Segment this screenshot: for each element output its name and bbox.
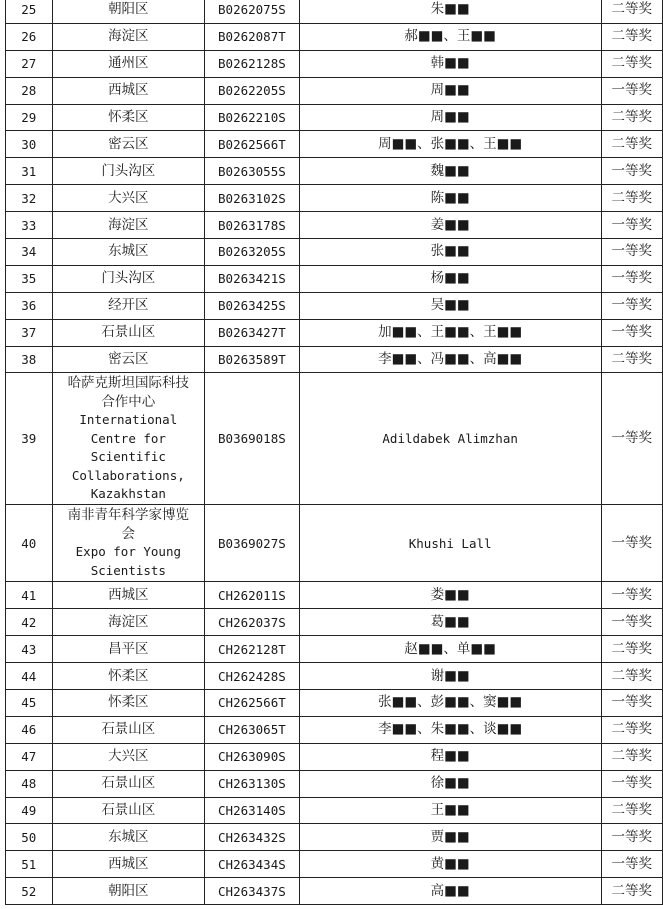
table-row	[6, 50, 663, 77]
table-row	[6, 505, 663, 582]
award-cell: 一等奖	[601, 77, 662, 104]
award-cell: 一等奖	[601, 292, 662, 319]
student-names-cell: 魏■■	[299, 158, 601, 185]
table-row	[6, 23, 663, 50]
table-row	[6, 77, 663, 104]
award-cell: 二等奖	[601, 797, 662, 824]
student-names-cell: 张■■、彭■■、窦■■	[299, 690, 601, 717]
district-line: International	[79, 412, 178, 428]
table-row	[6, 346, 663, 373]
row-number-cell: 26	[6, 23, 53, 50]
student-names-cell: 张■■	[299, 239, 601, 266]
award-cell: 二等奖	[601, 50, 662, 77]
district-cell: 东城区	[52, 824, 204, 851]
district-cell: 经开区	[52, 292, 204, 319]
project-code-cell: B0263421S	[205, 265, 300, 292]
district-cell: 西城区	[52, 582, 204, 609]
award-cell: 二等奖	[601, 743, 662, 770]
row-number-cell: 50	[6, 824, 53, 851]
district-cell: 密云区	[52, 131, 204, 158]
row-number-cell: 34	[6, 239, 53, 266]
project-code-cell: B0262075S	[205, 0, 300, 23]
results-table	[5, 0, 663, 905]
project-code-cell: CH263434S	[205, 851, 300, 878]
project-code-cell: CH263432S	[205, 824, 300, 851]
district-cell: 海淀区	[52, 212, 204, 239]
district-cell	[52, 505, 204, 582]
project-code-cell: CH262428S	[205, 663, 300, 690]
district-cell: 大兴区	[52, 743, 204, 770]
district-line: Kazakhstan	[90, 486, 166, 502]
district-cell: 怀柔区	[52, 663, 204, 690]
project-code-cell: B0262087T	[205, 23, 300, 50]
project-code-cell: B0263178S	[205, 212, 300, 239]
district-cell: 石景山区	[52, 797, 204, 824]
row-number-cell: 45	[6, 690, 53, 717]
project-code-cell: CH263437S	[205, 878, 300, 905]
student-names-cell: 韩■■	[299, 50, 601, 77]
district-cell: 石景山区	[52, 770, 204, 797]
row-number-cell: 37	[6, 319, 53, 346]
student-names-cell: 周■■、张■■、王■■	[299, 131, 601, 158]
project-code-cell: B0263055S	[205, 158, 300, 185]
award-cell: 二等奖	[601, 663, 662, 690]
award-cell: 一等奖	[601, 319, 662, 346]
student-names-cell: 姜■■	[299, 212, 601, 239]
award-cell: 二等奖	[601, 23, 662, 50]
row-number-cell: 42	[6, 609, 53, 636]
district-line: 会	[121, 525, 136, 542]
row-number-cell: 29	[6, 104, 53, 131]
district-cell: 怀柔区	[52, 104, 204, 131]
district-line: Scientists	[90, 562, 166, 578]
table-row	[6, 851, 663, 878]
table-row	[6, 636, 663, 663]
award-cell: 一等奖	[601, 158, 662, 185]
project-code-cell: B0263589T	[205, 346, 300, 373]
project-code-cell: CH263065T	[205, 716, 300, 743]
results-table-container	[5, 0, 663, 905]
district-line: Centre for	[90, 430, 166, 446]
district-cell: 门头沟区	[52, 158, 204, 185]
student-names-cell: 黄■■	[299, 851, 601, 878]
district-cell	[52, 373, 204, 505]
project-code-cell: CH262566T	[205, 690, 300, 717]
award-cell: 一等奖	[601, 239, 662, 266]
row-number-cell: 43	[6, 636, 53, 663]
row-number-cell: 25	[6, 0, 53, 23]
project-code-cell: CH262011S	[205, 582, 300, 609]
student-names-cell: 赵■■、单■■	[299, 636, 601, 663]
row-number-cell: 30	[6, 131, 53, 158]
district-cell: 石景山区	[52, 716, 204, 743]
row-number-cell: 32	[6, 185, 53, 212]
project-code-cell: B0263425S	[205, 292, 300, 319]
district-line: Scientific	[90, 449, 166, 465]
district-line: Expo for Young	[75, 544, 181, 560]
award-cell: 二等奖	[601, 346, 662, 373]
project-code-cell: B0262128S	[205, 50, 300, 77]
table-row	[6, 185, 663, 212]
student-names-cell: 陈■■	[299, 185, 601, 212]
table-row	[6, 743, 663, 770]
row-number-cell: 31	[6, 158, 53, 185]
row-number-cell: 39	[6, 373, 53, 505]
project-code-cell: B0369027S	[205, 505, 300, 582]
table-row	[6, 158, 663, 185]
table-row	[6, 770, 663, 797]
table-row	[6, 265, 663, 292]
award-cell: 二等奖	[601, 131, 662, 158]
student-names-cell: 朱■■	[299, 0, 601, 23]
project-code-cell: CH263130S	[205, 770, 300, 797]
district-line: Collaborations,	[71, 467, 185, 483]
student-names-cell: 杨■■	[299, 265, 601, 292]
award-cell: 一等奖	[601, 212, 662, 239]
row-number-cell: 28	[6, 77, 53, 104]
project-code-cell: B0369018S	[205, 373, 300, 505]
student-names-cell: 周■■	[299, 104, 601, 131]
student-names-cell: 李■■、朱■■、谈■■	[299, 716, 601, 743]
award-cell: 一等奖	[601, 770, 662, 797]
row-number-cell: 27	[6, 50, 53, 77]
table-row	[6, 104, 663, 131]
student-names-cell: 高■■	[299, 878, 601, 905]
student-names-cell: 贾■■	[299, 824, 601, 851]
student-names-cell: 程■■	[299, 743, 601, 770]
project-code-cell: B0263427T	[205, 319, 300, 346]
award-cell: 一等奖	[601, 582, 662, 609]
district-cell: 怀柔区	[52, 690, 204, 717]
row-number-cell: 40	[6, 505, 53, 582]
award-cell: 一等奖	[601, 505, 662, 582]
award-cell: 一等奖	[601, 690, 662, 717]
student-names-cell: 谢■■	[299, 663, 601, 690]
district-cell: 密云区	[52, 346, 204, 373]
table-row	[6, 878, 663, 905]
student-names-cell: 徐■■	[299, 770, 601, 797]
project-code-cell: CH262128T	[205, 636, 300, 663]
table-row	[6, 716, 663, 743]
row-number-cell: 46	[6, 716, 53, 743]
student-names-cell: 加■■、王■■、王■■	[299, 319, 601, 346]
student-names-cell: 李■■、冯■■、高■■	[299, 346, 601, 373]
project-code-cell: B0262205S	[205, 77, 300, 104]
table-row	[6, 373, 663, 505]
table-row	[6, 131, 663, 158]
award-cell: 一等奖	[601, 373, 662, 505]
district-line: 哈萨克斯坦国际科技	[67, 375, 190, 392]
table-row	[6, 582, 663, 609]
table-row	[6, 212, 663, 239]
table-row	[6, 609, 663, 636]
student-names-cell: Adildabek Alimzhan	[299, 373, 601, 505]
project-code-cell: CH262037S	[205, 609, 300, 636]
project-code-cell: B0262210S	[205, 104, 300, 131]
row-number-cell: 49	[6, 797, 53, 824]
district-cell: 朝阳区	[52, 878, 204, 905]
project-code-cell: CH263140S	[205, 797, 300, 824]
student-names-cell: Khushi Lall	[299, 505, 601, 582]
project-code-cell: B0263102S	[205, 185, 300, 212]
results-table-body	[6, 0, 663, 905]
row-number-cell: 35	[6, 265, 53, 292]
district-line: 合作中心	[101, 393, 156, 410]
project-code-cell: B0263205S	[205, 239, 300, 266]
row-number-cell: 36	[6, 292, 53, 319]
table-row	[6, 690, 663, 717]
district-cell: 通州区	[52, 50, 204, 77]
table-row	[6, 824, 663, 851]
table-row	[6, 292, 663, 319]
row-number-cell: 47	[6, 743, 53, 770]
district-line: 南非青年科学家博览	[67, 507, 190, 524]
award-cell: 二等奖	[601, 636, 662, 663]
table-row	[6, 0, 663, 23]
district-cell: 石景山区	[52, 319, 204, 346]
row-number-cell: 51	[6, 851, 53, 878]
district-cell: 东城区	[52, 239, 204, 266]
district-cell: 西城区	[52, 77, 204, 104]
row-number-cell: 33	[6, 212, 53, 239]
district-cell: 昌平区	[52, 636, 204, 663]
table-row	[6, 663, 663, 690]
award-cell: 二等奖	[601, 104, 662, 131]
award-cell: 二等奖	[601, 716, 662, 743]
district-cell: 门头沟区	[52, 265, 204, 292]
district-cell: 大兴区	[52, 185, 204, 212]
row-number-cell: 48	[6, 770, 53, 797]
award-cell: 一等奖	[601, 824, 662, 851]
row-number-cell: 38	[6, 346, 53, 373]
row-number-cell: 41	[6, 582, 53, 609]
award-cell: 一等奖	[601, 265, 662, 292]
district-cell: 海淀区	[52, 609, 204, 636]
award-cell: 二等奖	[601, 185, 662, 212]
student-names-cell: 王■■	[299, 797, 601, 824]
award-cell: 一等奖	[601, 851, 662, 878]
district-cell: 西城区	[52, 851, 204, 878]
table-row	[6, 239, 663, 266]
student-names-cell: 葛■■	[299, 609, 601, 636]
award-cell: 二等奖	[601, 0, 662, 23]
district-cell: 朝阳区	[52, 0, 204, 23]
student-names-cell: 郝■■、王■■	[299, 23, 601, 50]
student-names-cell: 娄■■	[299, 582, 601, 609]
project-code-cell: CH263090S	[205, 743, 300, 770]
award-cell: 二等奖	[601, 878, 662, 905]
table-row	[6, 319, 663, 346]
student-names-cell: 周■■	[299, 77, 601, 104]
row-number-cell: 44	[6, 663, 53, 690]
award-cell: 一等奖	[601, 609, 662, 636]
row-number-cell: 52	[6, 878, 53, 905]
district-cell: 海淀区	[52, 23, 204, 50]
project-code-cell: B0262566T	[205, 131, 300, 158]
table-row	[6, 797, 663, 824]
student-names-cell: 吴■■	[299, 292, 601, 319]
